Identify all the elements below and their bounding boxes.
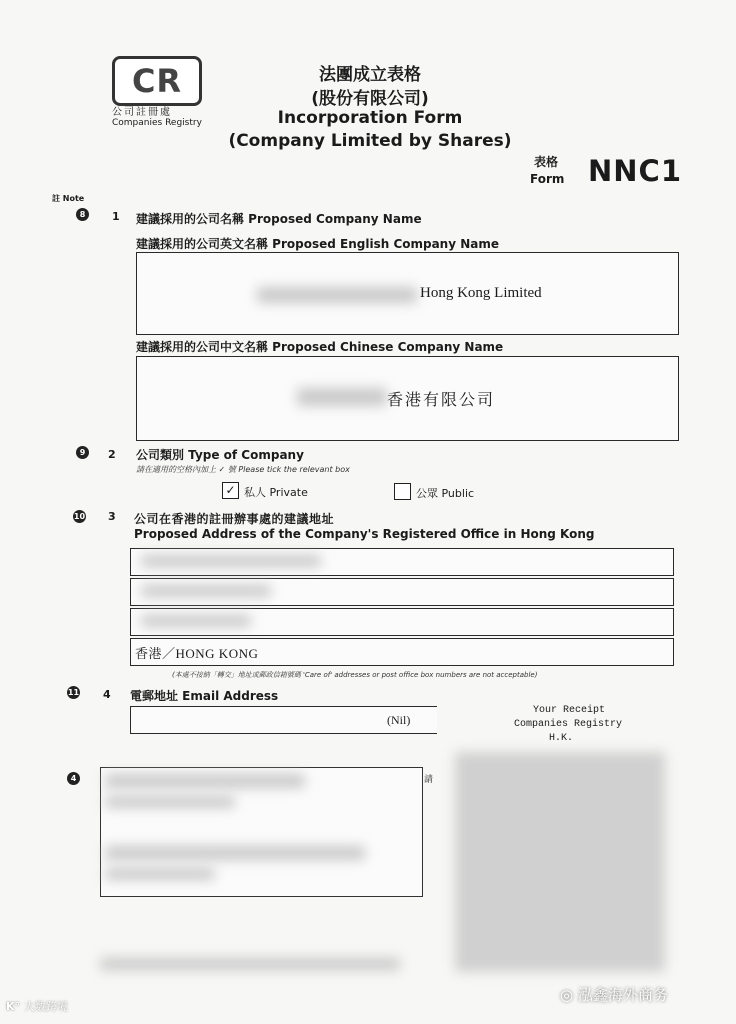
redacted-chinese-name (297, 388, 387, 406)
redacted-address-2 (141, 585, 271, 597)
note-8: 8 (76, 208, 89, 221)
english-name-label: 建議採用的公司英文名稱 Proposed English Company Name (136, 237, 500, 251)
chinese-name-field[interactable] (136, 356, 679, 441)
side-char: 請 (424, 775, 434, 785)
email-field[interactable] (130, 706, 437, 734)
redacted-address-1 (141, 555, 321, 567)
address-hong-kong-value: 香港／HONG KONG (135, 646, 259, 661)
title-en-1: Incorporation Form (277, 108, 463, 128)
title-en-2: (Company Limited by Shares) (228, 131, 512, 151)
note-10: 10 (73, 512, 86, 521)
registered-office-label-cn: 公司在香港的註冊辦事處的建議地址 (134, 512, 335, 526)
note-11: 11 (67, 688, 80, 697)
redacted-presenter-1 (105, 774, 305, 788)
note-9: 9 (76, 446, 89, 459)
address-line-3[interactable] (130, 608, 674, 636)
receipt-line-3: H.K. (549, 733, 574, 744)
private-checkbox[interactable]: ✓ (222, 482, 239, 499)
public-checkbox[interactable] (394, 483, 411, 500)
watermark-right (560, 984, 668, 1005)
email-address-label: 電郵地址 Email Address (130, 689, 279, 703)
chinese-name-label: 建議採用的公司中文名稱 Proposed Chinese Company Name (136, 340, 504, 354)
section-1-number: 1 (112, 210, 120, 223)
wechat-icon: ◎ (560, 986, 578, 1004)
note-header: 註 Note (52, 194, 85, 203)
watermark-left-icon: K° (6, 1000, 24, 1013)
title-cn-1: 法團成立表格 (319, 65, 421, 85)
watermark-right-text: 泓鑫海外商务 (577, 986, 668, 1004)
form-code: NNC1 (588, 154, 683, 188)
section-2-number: 2 (108, 448, 116, 461)
note-4: 4 (67, 772, 80, 785)
english-name-field[interactable] (136, 252, 679, 335)
redacted-presenter-3 (105, 846, 365, 860)
presenter-box (100, 767, 423, 897)
address-line-4[interactable] (130, 638, 674, 666)
tick-box-hint: 請在適用的空格內加上 ✓ 號 Please tick the relevant box (136, 465, 350, 474)
public-label: 公眾 Public (416, 487, 475, 500)
redacted-english-name (257, 287, 417, 303)
form-label-en: Form (530, 172, 565, 186)
email-value: (Nil) (387, 713, 411, 727)
redacted-presenter-4 (105, 868, 215, 880)
form-label-cn: 表格 (534, 155, 559, 169)
logo-cn: 公司註冊處 (112, 107, 172, 118)
redacted-footer-line (100, 958, 400, 970)
section-4-number: 4 (103, 688, 111, 701)
address-line-1[interactable] (130, 548, 674, 576)
registered-office-label-en: Proposed Address of the Company's Registered Office in Hong Kong (134, 527, 595, 541)
logo-mark: CR (131, 62, 183, 100)
address-footnote: (本處不接納「轉交」地址或郵政信箱號碼 'Care of' addresses or post office box numbers are not acceptable) (172, 671, 538, 679)
section-3-number: 3 (108, 510, 116, 523)
watermark-left (6, 998, 68, 1014)
proposed-company-name-label: 建議採用的公司名稱 Proposed Company Name (136, 212, 422, 226)
watermark-left-text: 大数跨境 (23, 1000, 68, 1013)
type-of-company-label: 公司類別 Type of Company (136, 448, 304, 462)
chinese-name-value: 香港有限公司 (387, 392, 496, 409)
address-line-2[interactable] (130, 578, 674, 606)
redacted-receipt-area (455, 752, 665, 972)
english-name-value: Hong Kong Limited (420, 285, 542, 301)
title-cn-2: (股份有限公司) (311, 89, 429, 109)
private-label: 私人 Private (244, 486, 308, 499)
logo-en: Companies Registry (112, 118, 202, 128)
redacted-address-3 (141, 615, 251, 627)
cr-logo (112, 56, 202, 106)
receipt-line-2: Companies Registry (514, 719, 623, 730)
receipt-line-1: Your Receipt (533, 705, 606, 716)
redacted-presenter-2 (105, 796, 235, 808)
